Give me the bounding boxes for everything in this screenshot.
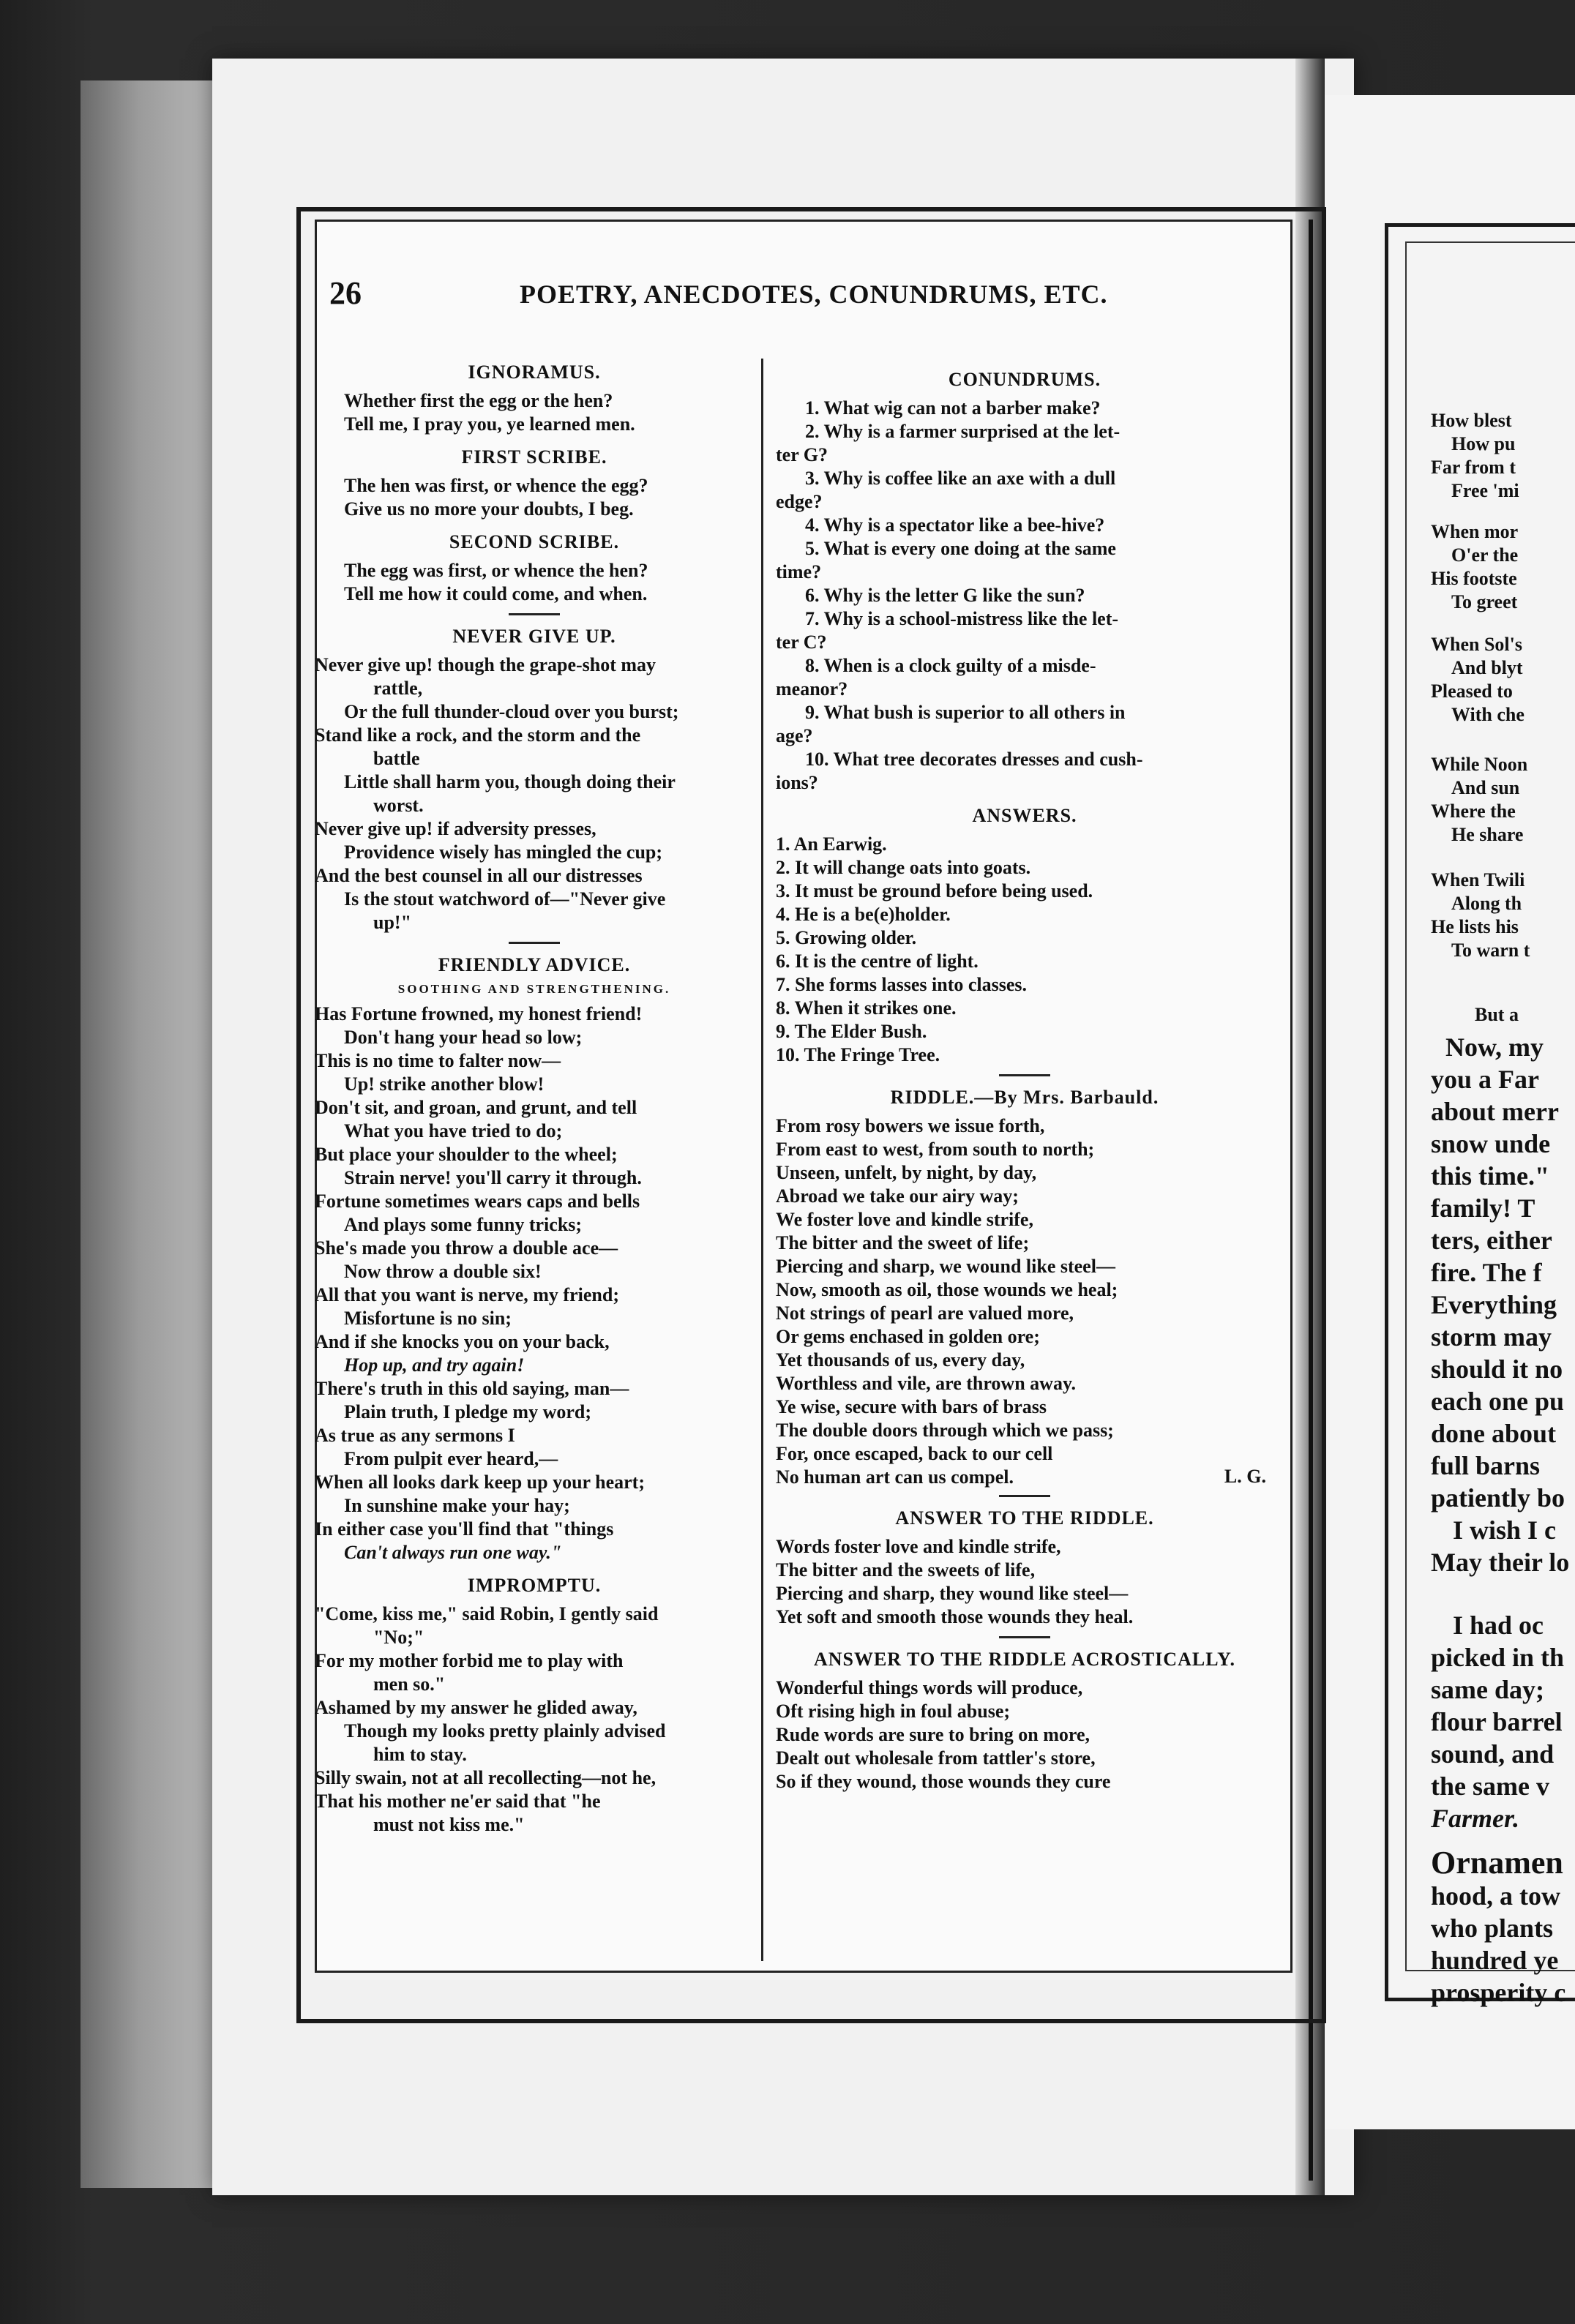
poem-line: Silly swain, not at all recollecting—not he, — [315, 1767, 656, 1788]
right-page-text: But a — [1475, 1004, 1519, 1025]
conundrum-line: 7. Why is a school-mistress like the let- — [805, 608, 1119, 629]
riddle-line: Ye wise, secure with bars of brass — [776, 1396, 1047, 1417]
poem-line: There's truth in this old saying, man— — [315, 1378, 629, 1399]
conundrum-line: 2. Why is a farmer surprised at the let- — [805, 421, 1121, 442]
right-page-text: Everything — [1431, 1290, 1557, 1319]
poem-line: Tell me how it could come, and when. — [344, 583, 648, 604]
answer-line: 3. It must be ground before being used. — [776, 880, 1093, 902]
poem-line: What you have tried to do; — [344, 1120, 563, 1142]
section-heading: FRIENDLY ADVICE. — [438, 954, 631, 975]
acrostic-line: Wonderful things words will produce, — [776, 1677, 1083, 1698]
right-page-text: When mor — [1431, 521, 1519, 542]
poem-line: up!" — [373, 912, 412, 933]
poem-line: Don't hang your head so low; — [344, 1027, 583, 1048]
poem-line: Fortune sometimes wears caps and bells — [315, 1191, 640, 1212]
answer-verse-line: The bitter and the sweets of life, — [776, 1559, 1036, 1581]
conundrum-line: 3. Why is coffee like an axe with a dull — [805, 468, 1116, 489]
right-page-text: I had oc — [1453, 1611, 1544, 1640]
poem-line: men so." — [373, 1673, 446, 1695]
right-page-text: Where the — [1431, 801, 1516, 822]
poem-line: Misfortune is no sin; — [344, 1308, 512, 1329]
right-page-text: family! T — [1431, 1193, 1535, 1223]
poem-line: In either case you'll find that "things — [315, 1518, 614, 1540]
riddle-signature: L. G. — [1224, 1466, 1266, 1487]
section-heading: ANSWERS. — [972, 805, 1077, 826]
right-page-text: When Twili — [1431, 869, 1525, 891]
riddle-line: From rosy bowers we issue forth, — [776, 1115, 1045, 1136]
right-page-text: patiently bo — [1431, 1483, 1565, 1513]
right-page-text: May their lo — [1431, 1548, 1570, 1577]
section-heading: CONUNDRUMS. — [948, 369, 1101, 390]
section-heading: IGNORAMUS. — [468, 361, 601, 383]
riddle-line: The double doors through which we pass; — [776, 1420, 1114, 1441]
conundrum-line: 1. What wig can not a barber make? — [805, 397, 1101, 419]
right-page-text: Ornamen — [1431, 1845, 1563, 1881]
riddle-line: The bitter and the sweet of life; — [776, 1232, 1030, 1253]
conundrum-line: 4. Why is a spectator like a bee-hive? — [805, 514, 1105, 536]
section-heading: RIDDLE.—By Mrs. Barbauld. — [890, 1087, 1159, 1108]
conundrum-line: ions? — [776, 772, 818, 793]
riddle-line: From east to west, from south to north; — [776, 1139, 1095, 1160]
riddle-line: Not strings of pearl are valued more, — [776, 1302, 1074, 1324]
poem-line: Stand like a rock, and the storm and the — [315, 724, 641, 746]
answer-line: 4. He is a be(e)holder. — [776, 904, 951, 925]
poem-line: And if she knocks you on your back, — [315, 1331, 610, 1352]
right-page-text: He lists his — [1431, 916, 1519, 937]
right-page-text: snow unde — [1431, 1129, 1551, 1158]
poem-line: Now throw a double six! — [344, 1261, 542, 1282]
poem-line: him to stay. — [373, 1744, 467, 1765]
section-heading: SECOND SCRIBE. — [449, 531, 620, 552]
right-page-text: While Noon — [1431, 754, 1528, 775]
answer-line: 6. It is the centre of light. — [776, 951, 979, 972]
italic-text: Hop up, and try again! — [344, 1354, 525, 1376]
right-page-text: How pu — [1451, 433, 1516, 454]
poem-line: worst. — [373, 795, 424, 816]
italic-text: Can't always run one way." — [344, 1542, 562, 1563]
right-page-text: sound, and — [1431, 1739, 1555, 1769]
poem-line: The egg was first, or whence the hen? — [344, 560, 648, 581]
acrostic-line: Dealt out wholesale from tattler's store, — [776, 1747, 1096, 1769]
conundrum-line: edge? — [776, 491, 823, 512]
poem-line: Strain nerve! you'll carry it through. — [344, 1167, 642, 1188]
acrostic-line: Oft rising high in foul abuse; — [776, 1701, 1011, 1722]
section-rule — [999, 1074, 1050, 1076]
riddle-line: Or gems enchased in golden ore; — [776, 1326, 1040, 1347]
conundrum-line: ter C? — [776, 631, 827, 653]
answer-line: 8. When it strikes one. — [776, 997, 957, 1019]
poem-line: That his mother ne'er said that "he — [315, 1791, 601, 1812]
poem-line: And the best counsel in all our distresses — [315, 865, 643, 886]
answer-verse-line: Piercing and sharp, they wound like steel— — [776, 1583, 1129, 1604]
riddle-line: No human art can us compel. — [776, 1466, 1014, 1488]
poem-line: Though my looks pretty plainly advised — [344, 1720, 666, 1742]
conundrum-line: 5. What is every one doing at the same — [805, 538, 1116, 559]
poem-line: She's made you throw a double ace— — [315, 1237, 618, 1259]
section-subheading: SOOTHING AND STRENGTHENING. — [397, 982, 671, 996]
poem-line: This is no time to falter now— — [315, 1050, 561, 1071]
poem-line: must not kiss me." — [373, 1814, 525, 1835]
right-page-text: How blest — [1431, 410, 1512, 431]
section-rule — [509, 942, 560, 944]
right-page-text: same day; — [1431, 1675, 1544, 1704]
right-page-text: each one pu — [1431, 1387, 1565, 1416]
conundrum-line: meanor? — [776, 678, 848, 700]
right-page-text: ters, either — [1431, 1226, 1552, 1255]
conundrum-line: time? — [776, 561, 822, 582]
section-heading: FIRST SCRIBE. — [461, 446, 607, 468]
right-page-text: prosperity c — [1431, 1978, 1566, 2007]
poem-line: Has Fortune frowned, my honest friend! — [315, 1003, 643, 1024]
right-page-text: Far from t — [1431, 457, 1516, 478]
right-page-text: about merr — [1431, 1097, 1559, 1126]
right-page-text: Free 'mi — [1451, 480, 1519, 501]
poem-line: When all looks dark keep up your heart; — [315, 1472, 645, 1493]
right-page-text: flour barrel — [1431, 1707, 1563, 1736]
answer-line: 5. Growing older. — [776, 927, 917, 948]
riddle-line: Worthless and vile, are thrown away. — [776, 1373, 1077, 1394]
poem-line: But place your shoulder to the wheel; — [315, 1144, 618, 1165]
riddle-line: Yet thousands of us, every day, — [776, 1349, 1025, 1371]
poem-line: All that you want is nerve, my friend; — [315, 1284, 619, 1305]
right-page-text: And blyt — [1451, 657, 1523, 678]
right-page-text: storm may — [1431, 1322, 1552, 1352]
answer-line: 2. It will change oats into goats. — [776, 857, 1031, 878]
poem-line: Plain truth, I pledge my word; — [344, 1401, 591, 1422]
conundrum-line: 10. What tree decorates dresses and cush- — [805, 749, 1143, 770]
poem-line: Or the full thunder-cloud over you burst; — [344, 701, 679, 722]
right-page-text: With che — [1451, 704, 1525, 725]
right-page-text: And sun — [1451, 777, 1520, 798]
right-page-text: Along th — [1451, 893, 1522, 914]
conundrum-line: 8. When is a clock guilty of a misde- — [805, 655, 1096, 676]
poem-line: The hen was first, or whence the egg? — [344, 475, 648, 496]
acrostic-line: Rude words are sure to bring on more, — [776, 1724, 1090, 1745]
conundrum-line: ter G? — [776, 444, 828, 465]
right-page-text: fire. The f — [1431, 1258, 1542, 1287]
right-page-text: this time." — [1431, 1161, 1549, 1191]
poem-line: For my mother forbid me to play with — [315, 1650, 624, 1671]
riddle-line: We foster love and kindle strife, — [776, 1209, 1033, 1230]
conundrum-line: 6. Why is the letter G like the sun? — [805, 585, 1085, 606]
poem-line: Whether first the egg or the hen? — [344, 390, 613, 411]
poem-line-italic — [315, 1354, 754, 1377]
answer-line: 1. An Earwig. — [776, 833, 887, 855]
poem-line: Give us no more your doubts, I beg. — [344, 498, 634, 520]
right-column — [776, 359, 1273, 1793]
right-page-text: picked in th — [1431, 1643, 1565, 1672]
right-page-text: you a Far — [1431, 1065, 1539, 1094]
right-page-text: done about — [1431, 1419, 1557, 1448]
poem-line: "Come, kiss me," said Robin, I gently said — [315, 1603, 659, 1624]
answer-verse-line: Words foster love and kindle strife, — [776, 1536, 1061, 1557]
answer-verse-line: Yet soft and smooth those wounds they heal. — [776, 1606, 1134, 1627]
answer-line: 10. The Fringe Tree. — [776, 1044, 940, 1065]
running-title: POETRY, ANECDOTES, CONUNDRUMS, ETC. — [520, 280, 1108, 309]
riddle-line: For, once escaped, back to our cell — [776, 1443, 1053, 1464]
poem-line: Ashamed by my answer he glided away, — [315, 1697, 637, 1718]
answer-line: 7. She forms lasses into classes. — [776, 974, 1028, 995]
riddle-line: Piercing and sharp, we wound like steel— — [776, 1256, 1115, 1277]
left-column — [315, 351, 754, 1837]
right-page-text: hood, a tow — [1431, 1881, 1561, 1911]
section-heading: NEVER GIVE UP. — [452, 626, 616, 647]
right-page-text: Farmer. — [1431, 1804, 1520, 1833]
poem-line: Never give up! though the grape-shot may — [315, 654, 656, 675]
poem-line-italic — [315, 1541, 754, 1564]
section-rule — [999, 1495, 1050, 1497]
poem-line: rattle, — [373, 678, 423, 699]
poem-line: Tell me, I pray you, ye learned men. — [344, 413, 635, 435]
right-page-text: To warn t — [1451, 940, 1530, 961]
right-page-text: He share — [1451, 824, 1524, 845]
poem-line: "No;" — [373, 1627, 424, 1648]
poem-line: In sunshine make your hay; — [344, 1495, 570, 1516]
poem-line: battle — [373, 748, 420, 769]
book-edge — [81, 80, 227, 2188]
acrostic-line: So if they wound, those wounds they cure — [776, 1771, 1111, 1792]
riddle-line: Abroad we take our airy way; — [776, 1185, 1019, 1207]
section-heading: ANSWER TO THE RIDDLE ACROSTICALLY. — [813, 1649, 1236, 1670]
poem-line: Little shall harm you, though doing their — [344, 771, 676, 792]
right-page-text: hundred ye — [1431, 1946, 1559, 1975]
section-rule — [509, 613, 560, 615]
conundrum-line: 9. What bush is superior to all others in — [805, 702, 1126, 723]
conundrum-line: age? — [776, 725, 813, 746]
running-head — [329, 274, 1266, 318]
poem-line: Don't sit, and groan, and grunt, and tell — [315, 1097, 637, 1118]
poem-line: Never give up! if adversity presses, — [315, 818, 596, 839]
right-page-text: When Sol's — [1431, 634, 1522, 655]
right-page-text: the same v — [1431, 1772, 1549, 1801]
poem-line: As true as any sermons I — [315, 1425, 515, 1446]
section-heading: ANSWER TO THE RIDDLE. — [895, 1507, 1154, 1529]
page-number: 26 — [329, 275, 362, 311]
section-rule — [999, 1636, 1050, 1638]
riddle-line: Unseen, unfelt, by night, by day, — [776, 1162, 1037, 1183]
poem-line: Providence wisely has mingled the cup; — [344, 841, 663, 863]
right-page-text: O'er the — [1451, 544, 1519, 566]
right-page-text: To greet — [1451, 591, 1518, 612]
right-page-text: I wish I c — [1453, 1515, 1557, 1545]
right-page-text: who plants — [1431, 1913, 1554, 1943]
poem-line: And plays some funny tricks; — [344, 1214, 583, 1235]
right-page-text: full barns — [1431, 1451, 1541, 1480]
right-page-text: Pleased to — [1431, 681, 1513, 702]
riddle-line: Now, smooth as oil, those wounds we heal; — [776, 1279, 1118, 1300]
right-page-text: should it no — [1431, 1354, 1563, 1384]
poem-line: Is the stout watchword of—"Never give — [344, 888, 666, 910]
right-page-text: His footste — [1431, 568, 1517, 589]
column-divider — [761, 359, 763, 1961]
poem-line: From pulpit ever heard,— — [344, 1448, 558, 1469]
right-page-text: Now, my — [1445, 1032, 1544, 1062]
section-heading: IMPROMPTU. — [467, 1575, 602, 1596]
answer-line: 9. The Elder Bush. — [776, 1021, 927, 1042]
poem-line: Up! strike another blow! — [344, 1073, 545, 1095]
